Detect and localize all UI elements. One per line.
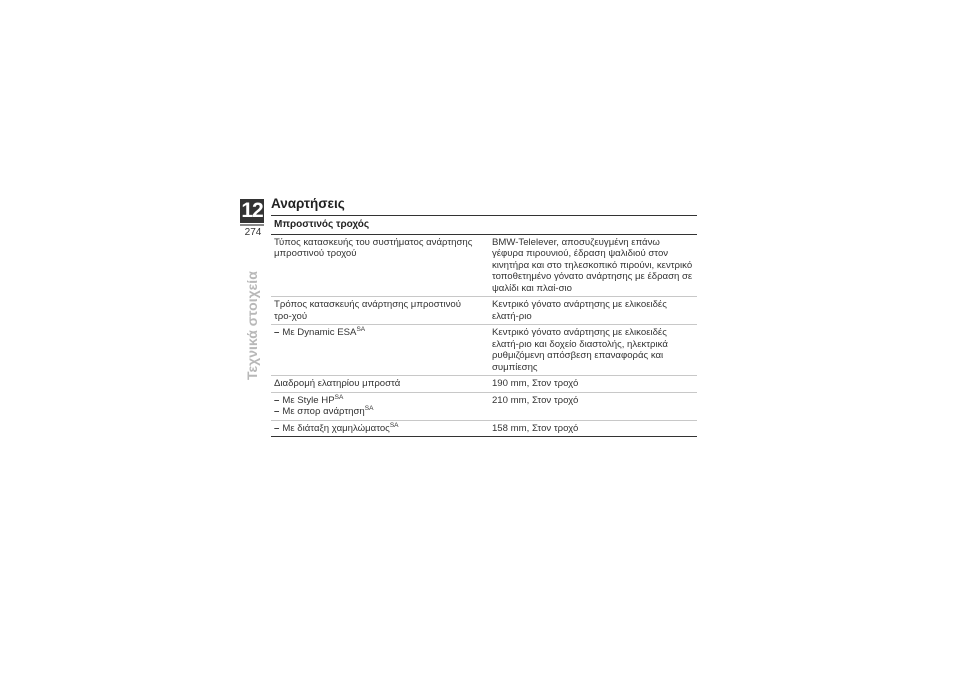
dash-bullet: – (274, 422, 280, 434)
suspension-spec-table (271, 215, 697, 437)
spec-value: Κεντρικό γόνατο ανάρτησης με ελικοειδές ελατή-ριο και δοχείο διαστολής, ηλεκτρικά ρυθμιζόμενη απόσβεση επαναφοράς και συμπίεσης (489, 325, 697, 376)
chapter-number: 12 (241, 199, 263, 222)
sa-marker: SA (356, 325, 366, 333)
table-row (271, 376, 697, 393)
chapter-side-title: Τεχνικά στοιχεία (244, 271, 260, 380)
spec-value: 190 mm, Στον τροχό (489, 376, 697, 393)
page-number: 274 (244, 227, 262, 238)
dash-bullet: – (274, 406, 280, 417)
table-row (271, 420, 697, 437)
sa-marker: SA (334, 393, 344, 401)
spec-value: BMW-Telelever, αποσυζευγμένη επάνω γέφυρα πιρουνιού, έδραση ψαλιδιού στον κινητήρα και στο τηλεσκοπικό πιρούνι, κεντρικό τοποθετημένο γόνατο ανάρτησης με έδραση σε ψαλίδι και πλαί-σιο (489, 234, 697, 297)
table-row (271, 297, 697, 325)
condition-text: Με Style HP (282, 394, 335, 406)
spec-condition-cell (271, 325, 489, 376)
spec-condition (274, 327, 479, 339)
dash-bullet: – (274, 394, 280, 406)
spec-label: Τύπος κατασκευής του συστήματος ανάρτησης μπροστινού τροχού (271, 234, 489, 297)
condition-text: Με διάταξη χαμηλώματος (282, 422, 390, 434)
dash-bullet: – (274, 327, 280, 338)
spec-condition (274, 395, 479, 407)
spec-value: Κεντρικό γόνατο ανάρτησης με ελικοειδές ελατή-ριο (489, 297, 697, 325)
spec-condition-cell (271, 392, 489, 420)
spec-value: 210 mm, Στον τροχό (489, 392, 697, 420)
table-header: Μπροστινός τροχός (271, 216, 697, 235)
sa-marker: SA (364, 404, 374, 412)
table-header-row (271, 216, 697, 235)
spec-label: Διαδρομή ελατηρίου μπροστά (271, 376, 489, 393)
spec-condition-cell (271, 420, 489, 437)
spec-condition (274, 406, 479, 418)
table-row (271, 234, 697, 297)
condition-text: Με Dynamic ESA (282, 327, 357, 338)
section-title: Αναρτήσεις (271, 196, 345, 211)
table-row (271, 325, 697, 376)
chapter-divider (240, 224, 264, 226)
table-row (271, 392, 697, 420)
spec-value: 158 mm, Στον τροχό (489, 420, 697, 437)
spec-condition (274, 423, 479, 435)
spec-label: Τρόπος κατασκευής ανάρτησης μπροστινού τρο-χού (271, 297, 489, 325)
sa-marker: SA (389, 421, 399, 429)
condition-text: Με σπορ ανάρτηση (282, 406, 365, 417)
